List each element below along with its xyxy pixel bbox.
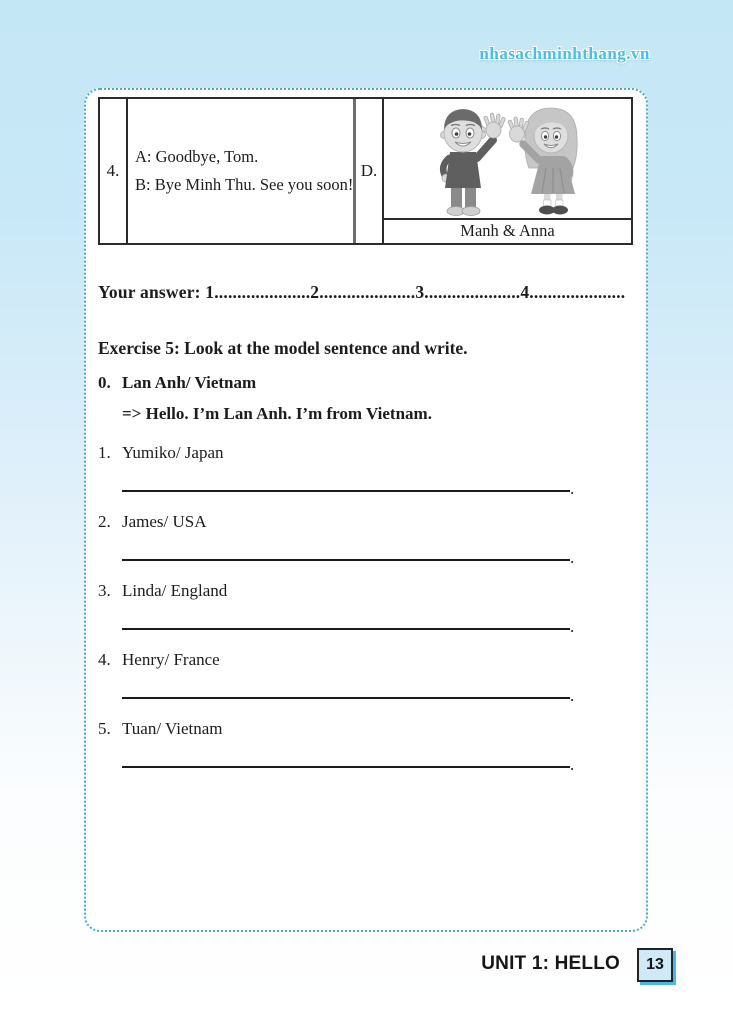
two-children-waving-illustration: [384, 99, 631, 218]
answer-line: [122, 697, 570, 699]
exercise-item-3: [98, 580, 646, 636]
item-number: 2.: [98, 512, 111, 531]
line-period: .: [570, 548, 575, 567]
line-period: .: [570, 617, 575, 636]
model-prompt: Lan Anh/ Vietnam: [122, 373, 257, 392]
question-number: 4.: [100, 99, 128, 243]
page-number-badge: 13: [637, 948, 673, 982]
item-number: 1.: [98, 443, 111, 462]
model-item: [98, 372, 646, 394]
exercise-item-2: [98, 511, 646, 567]
matching-table: [98, 97, 633, 245]
exercise-item-5: [98, 718, 646, 774]
unit-title: UNIT 1: HELLO: [481, 953, 620, 974]
dialogue-cell: [128, 99, 353, 243]
exercise-item-4: [98, 649, 646, 705]
dialogue-line-b: B: Bye Minh Thu. See you soon!: [135, 175, 354, 194]
picture-caption: Manh & Anna: [384, 218, 631, 243]
exercise-item-1: [98, 442, 646, 498]
watermark-url: nhasachminhthang.vn: [479, 44, 650, 63]
your-answer-label: Your answer:: [98, 282, 201, 302]
line-period: .: [570, 686, 575, 705]
model-answer: => Hello. I’m Lan Anh. I’m from Vietnam.: [122, 404, 432, 423]
line-period: .: [570, 479, 575, 498]
item-prompt: Tuan/ Vietnam: [122, 719, 223, 738]
item-number: 3.: [98, 581, 111, 600]
your-answer-line: [98, 282, 646, 303]
boy-figure: [441, 109, 506, 216]
page-frame: [84, 88, 648, 932]
answer-line: [122, 766, 570, 768]
answer-line: [122, 559, 570, 561]
answer-line: [122, 490, 570, 492]
answer-line: [122, 628, 570, 630]
your-answer-blanks: 1.....................2.....................3.....................4.....................: [200, 282, 626, 302]
item-number: 4.: [98, 650, 111, 669]
item-prompt: Yumiko/ Japan: [122, 443, 224, 462]
item-number: 5.: [98, 719, 111, 738]
item-prompt: James/ USA: [122, 512, 207, 531]
answer-letter: D.: [353, 99, 384, 243]
item-prompt: Linda/ England: [122, 581, 228, 600]
picture-cell: [384, 99, 631, 243]
model-number: 0.: [98, 373, 111, 392]
exercise-heading: Exercise 5: Look at the model sentence and write.: [98, 338, 468, 358]
line-period: .: [570, 755, 575, 774]
dialogue-line-a: A: Goodbye, Tom.: [135, 147, 259, 166]
item-prompt: Henry/ France: [122, 650, 220, 669]
girl-figure: [508, 108, 577, 215]
